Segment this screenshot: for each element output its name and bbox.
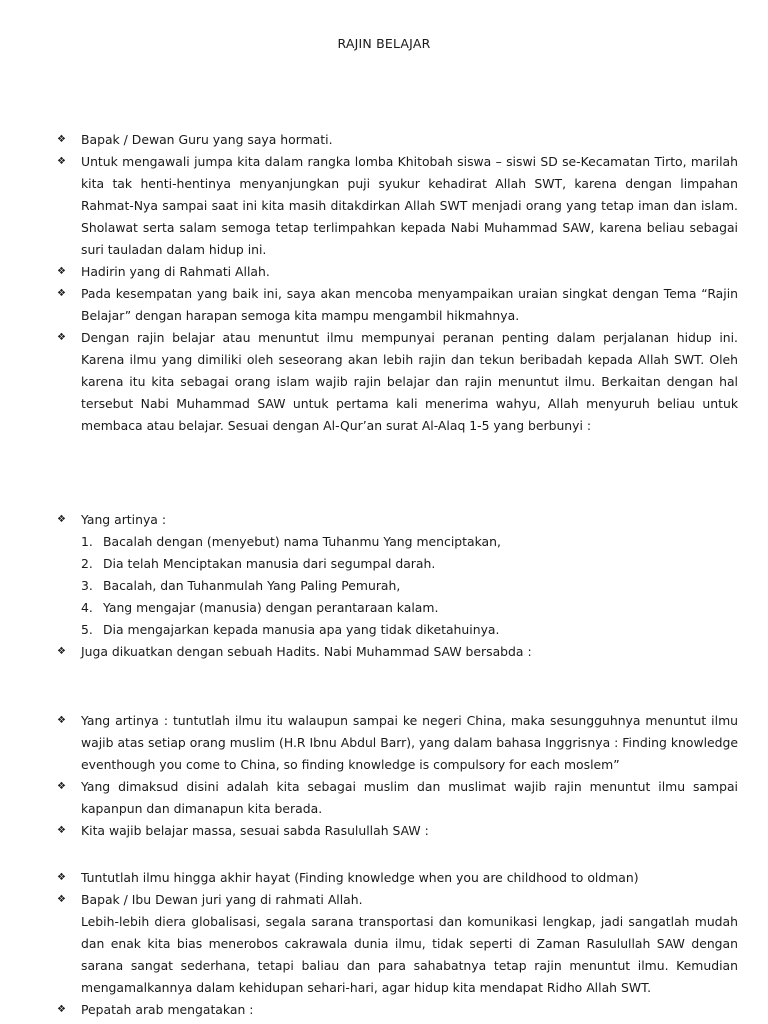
- list-item: [0, 553, 768, 575]
- section-hadith: [0, 710, 768, 842]
- section-translation: [0, 509, 768, 663]
- paragraph-globalisasi: Lebih-lebih diera globalisasi, segala sarana transportasi dan komunikasi lengkap, jadi sangatlah mudah dan enak kita bias menerobos cakrawala dunia ilmu, tidak seperti di Zaman Rasulullah SAW dengan sarana sangat sederhana, tetapi baliau dan para sahabatnya tetap rajin menuntut ilmu. Kemudian mengamalkannya dalam kehidupan sehari-hari, agar hidup kita mendapat Ridho Allah SWT.: [81, 914, 738, 995]
- document-title: RAJIN BELAJAR: [337, 36, 431, 51]
- list-number: 4.: [81, 600, 93, 615]
- paragraph-tema: ❖ Pada kesempatan yang baik ini, saya akan mencoba menyampaikan uraian singkat dengan Tema “Rajin Belajar” dengan harapan semoga kita mampu mengambil hikmahnya.: [0, 283, 768, 327]
- list-number: 3.: [81, 578, 93, 593]
- list-item: [0, 619, 768, 641]
- section-closing: [0, 867, 768, 1021]
- paragraph-tuntutlah: ❖ Tuntutlah ilmu hingga akhir hayat (Finding knowledge when you are childhood to oldman): [0, 867, 768, 889]
- paragraph-rajin-belajar: ❖ Dengan rajin belajar atau menuntut ilmu mempunyai peranan penting dalam perjalanan hidup ini. Karena ilmu yang dimiliki oleh seseorang akan lebih rajin dan tekun beribadah kepada Allah SWT. Oleh karena itu kita sebagai orang islam wajib rajin belajar dan rajin menuntut ilmu. Berkaitan dengan hal tersebut Nabi Muhammad SAW untuk pertama kali menerima wahyu, Allah menyuruh beliau untuk membaca atau belajar. Sesuai dengan Al-Qur’an surat Al-Alaq 1-5 yang berbunyi :: [0, 327, 768, 437]
- list-item: [0, 531, 768, 553]
- list-number: 1.: [81, 534, 93, 549]
- paragraph-yang-artinya: ❖ Yang artinya :: [0, 509, 768, 531]
- paragraph-hadirin: ❖ Hadirin yang di Rahmati Allah.: [0, 261, 768, 283]
- list-text: Dia mengajarkan kepada manusia apa yang tidak diketahuinya.: [103, 622, 500, 637]
- paragraph-hadith-meaning: ❖ Yang artinya : tuntutlah ilmu itu walaupun sampai ke negeri China, maka sesungguhnya menuntut ilmu wajib atas setiap orang muslim (H.R Ibnu Abdul Barr), yang dalam bahasa Inggrisnya : Finding knowledge eventhough you come to China, so finding knowledge is compulsory for each moslem”: [0, 710, 768, 776]
- list-number: 2.: [81, 556, 93, 571]
- list-item: [0, 575, 768, 597]
- paragraph-hadits-intro: ❖ Juga dikuatkan dengan sebuah Hadits. Nabi Muhammad SAW bersabda :: [0, 641, 768, 663]
- paragraph-explanation: ❖ Yang dimaksud disini adalah kita sebagai muslim dan muslimat wajib rajin menuntut ilmu sampai kapanpun dan dimanapun kita berada.: [0, 776, 768, 820]
- list-text: Yang mengajar (manusia) dengan perantaraan kalam.: [103, 600, 439, 615]
- paragraph-wajib-belajar: ❖ Kita wajib belajar massa, sesuai sabda Rasulullah SAW :: [0, 820, 768, 842]
- list-item: [0, 597, 768, 619]
- list-text: Dia telah Menciptakan manusia dari segumpal darah.: [103, 556, 436, 571]
- paragraph-greeting: ❖ Bapak / Dewan Guru yang saya hormati.: [0, 129, 768, 151]
- paragraph-intro: ❖ Untuk mengawali jumpa kita dalam rangka lomba Khitobah siswa – siswi SD se-Kecamatan Tirto, marilah kita tak henti-hentinya menyanjungkan puji syukur kehadirat Allah SWT, karena dengan limpahan Rahmat-Nya sampai saat ini kita masih ditakdirkan Allah SWT menjadi orang yang tetap iman dan islam. Sholawat serta salam semoga tetap terlimpahkan kepada Nabi Muhammad SAW, karena beliau sebagai suri tauladan dalam hidup ini.: [0, 151, 768, 261]
- section-opening: [0, 129, 768, 437]
- paragraph-pepatah: ❖ Pepatah arab mengatakan :: [0, 999, 768, 1021]
- list-text: Bacalah, dan Tuhanmulah Yang Paling Pemurah,: [103, 578, 401, 593]
- list-number: 5.: [81, 622, 93, 637]
- paragraph-dewan-juri: ❖ Bapak / Ibu Dewan juri yang di rahmati Allah.: [0, 889, 768, 911]
- list-text: Bacalah dengan (menyebut) nama Tuhanmu Yang menciptakan,: [103, 534, 501, 549]
